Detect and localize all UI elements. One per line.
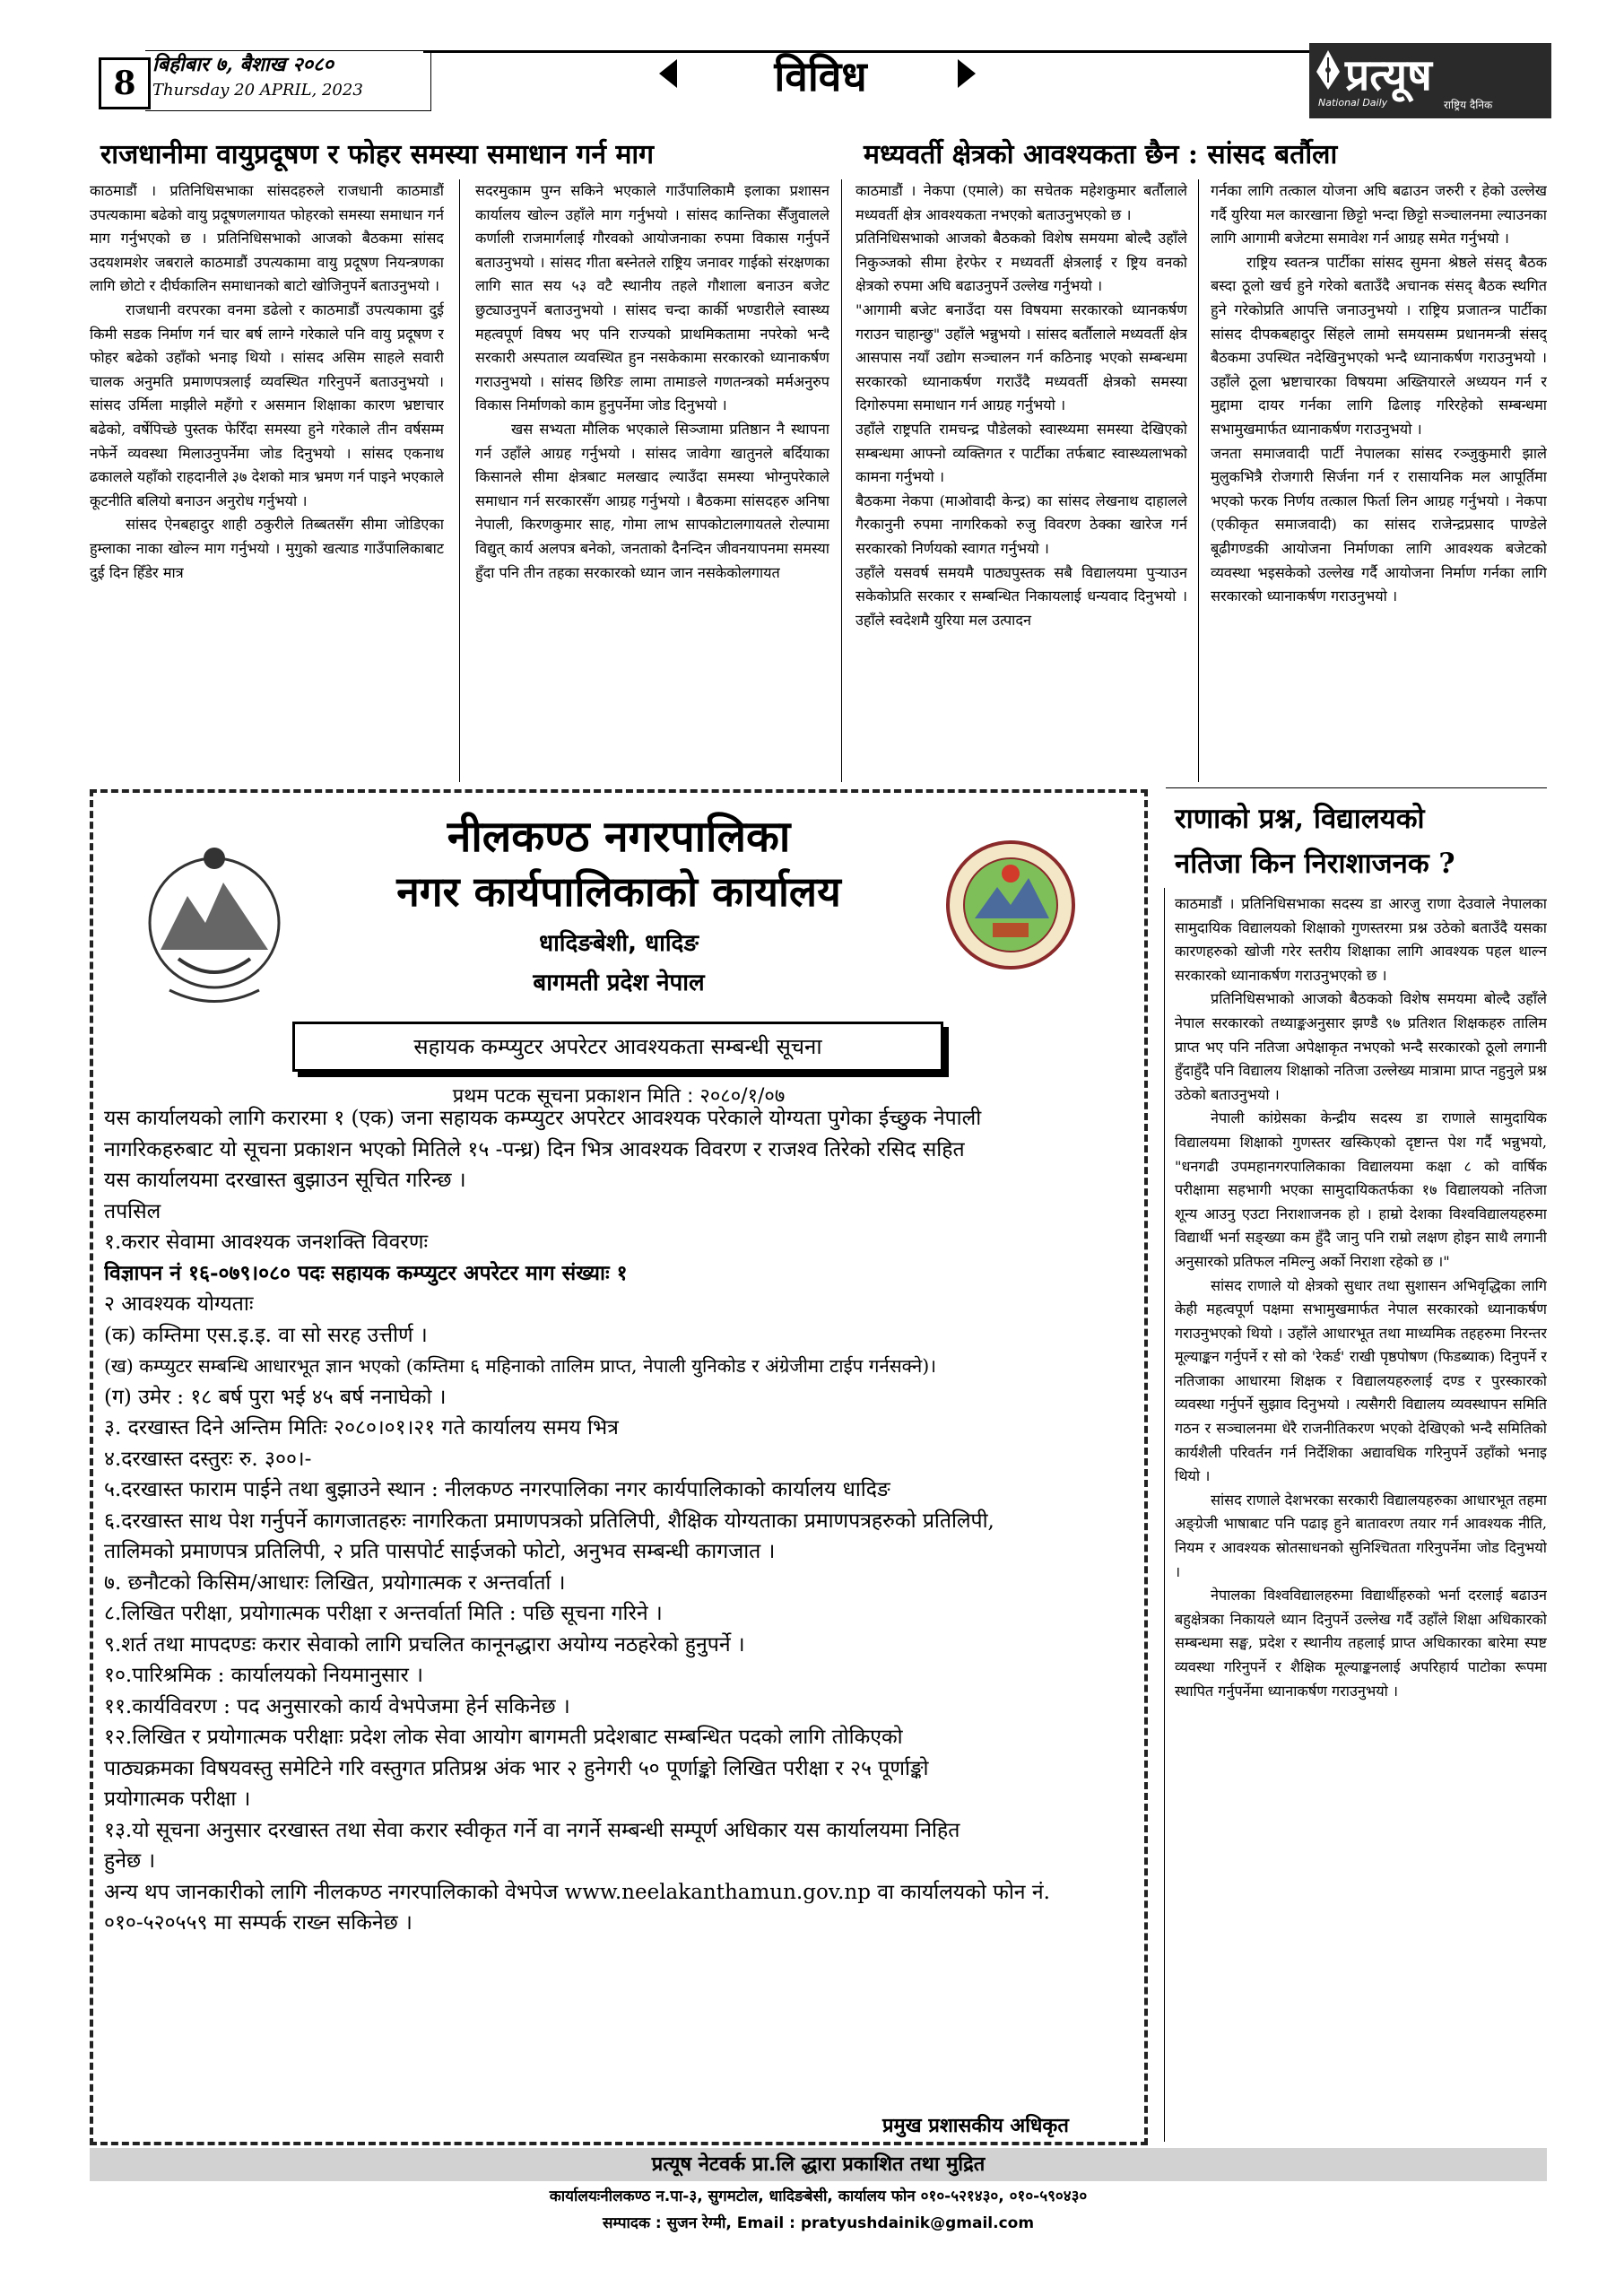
section-arrow-right-icon	[958, 59, 976, 88]
notice-subject-box: सहायक कम्प्युटर अपरेटर आवश्यकता सम्बन्धी सूचना	[292, 1022, 943, 1072]
section-arrow-left-icon	[659, 59, 677, 88]
notice-line: ५.दरखास्त फाराम पाईने तथा बुझाउने स्थान : नीलकण्ठ नगरपालिका नगर कार्यपालिकाको कार्यालय धादिङ	[104, 1478, 890, 1501]
sidebar-headline-line2: नतिजा किन निराशाजनक ?	[1175, 848, 1455, 880]
article2-col3-paragraph: प्रतिनिधिसभाको आजको बैठकको विशेष समयमा बोल्दै उहाँले निकुञ्जको सीमा हेरफेर र मध्यवर्ती क्षेत्रलाई र ष्ट्रिय वनको क्षेत्रको रुपमा अघि बढाउनुपर्ने उल्लेख गर्नुभयो ।	[855, 230, 1187, 295]
notice-signature: प्रमुख प्रशासकीय अधिकृत	[882, 2115, 1069, 2137]
article2-col3-paragraph: उहाँले यसवर्ष समयमै पाठ्यपुस्तक सबै विद्यालयमा पुऱ्याउन सकेकोप्रति सरकार र सम्बन्धित निकायलाई धन्यवाद दिनुभयो । उहाँले स्वदेशमै युरिया मल उत्पादन	[855, 563, 1187, 629]
article1-col1-paragraph: राजधानी वरपरका वनमा डढेलो र काठमाडौं उपत्यकामा दुई किमी सडक निर्माण गर्न चार बर्ष लाग्ने गरेकाले पनि वायु प्रदूषण र फोहर बढेको उहाँको भनाइ थियो । सांसद असिम साहले सवारी चालक अनुमति प्रमाणपत्रलाई व्यवस्थित गरिनुपर्ने बताउनुभयो । सांसद उर्मिला माझीले महँगो र असमान शिक्षाका कारण भ्रष्टाचार बढेको, वर्षेपिच्छे पुस्तक फेरिँदा समस्या हुने गरेकाले तीन वर्षसम्म नफेर्ने व्यवस्था मिलाउनुपर्नेमा जोड दिनुभयो । सांसद एकनाथ ढकालले यहाँको राहदानीले ३७ देशको मात्र भ्रमण गर्न पाइने भएकाले कूटनीति बलियो बनाउन अनुरोध गर्नुभयो ।	[90, 300, 444, 509]
footer-editor-email: सम्पादक : सुजन रेग्मी, Email : pratyushdainik@gmail.com	[602, 2214, 1035, 2232]
pen-nib-icon	[1313, 48, 1343, 91]
article2-col3-paragraph: काठमाडौं । नेकपा (एमाले) का सचेतक महेशकुमार बर्तौलाले मध्यवर्ती क्षेत्र आवश्यकता नभएको बताउनुभएको छ ।	[855, 182, 1187, 223]
notice-line: यस कार्यालयको लागि करारमा १ (एक) जना सहायक कम्प्युटर अपरेटर आवश्यक परेकाले योग्यता पुगेका ईच्छुक नेपाली	[104, 1107, 982, 1130]
sidebar-body	[1175, 892, 1547, 2144]
article1-headline: राजधानीमा वायुप्रदूषण र फोहर समस्या समाधान गर्न माग	[100, 139, 655, 170]
article2-column-1	[855, 179, 1187, 783]
sidebar-paragraph: प्रतिनिधिसभाको आजको बैठकको विशेष समयमा बोल्दै उहाँले नेपाल सरकारको तथ्याङ्कअनुसार झण्डै ९७ प्रतिशत शिक्षकहरु तालिम प्राप्त भए पनि नतिजा अपेक्षाकृत नभएको भन्दै सरकारको ठूलो लगानी हुँदाहुँदै पनि विद्यालय शिक्षाको नतिजा उल्लेख्य मात्रामा प्राप्त नहुनुले प्रश्न उठेको बताउनुभयो ।	[1175, 990, 1547, 1103]
article1-column-2	[475, 179, 829, 783]
article2-headline: मध्यवर्ती क्षेत्रको आवश्यकता छैन : सांसद बर्तौला	[864, 139, 1338, 170]
notice-title-municipality: नीलकण्ठ नगरपालिका	[447, 812, 791, 862]
article2-col3-paragraph: "आगामी बजेट बनाउँदा यस विषयमा सरकारको ध्यानकर्षण गराउन चाहान्छु" उहाँले भन्नुभयो । सांसद बर्तौलाले मध्यवर्ती क्षेत्र आसपास नयाँ उद्योग सञ्चालन गर्न कठिनाइ भएको सम्बन्धमा सरकारको ध्यानाकर्षण गराउँदै मध्यवर्ती क्षेत्रको समस्या दिगोरुपमा समाधान गर्न आग्रह गर्नुभयो ।	[855, 300, 1187, 414]
article2-col3-paragraph: उहाँले राष्ट्रपति रामचन्द्र पौडेलको स्वास्थ्यमा समस्या देखिएको सम्बन्धमा आफ्नो व्यक्तिगत र पार्टीका तर्फबाट स्वास्थ्यलाभको कामना गर्नुभयो ।	[855, 420, 1187, 486]
notice-line: ७. छनौटको किसिम/आधारः लिखित, प्रयोगात्मक र अन्तर्वार्ता ।	[104, 1570, 566, 1595]
issue-date-english: Thursday 20 APRIL, 2023	[152, 81, 363, 100]
issue-date-nepali: बिहीबार ७, बैशाख २०८०	[152, 53, 334, 76]
article1-col1-paragraph: सांसद ऐनबहादुर शाही ठकुरीले तिब्बतसँग सीमा जोडिएका हुम्लाका नाका खोल्न माग गर्नुभयो । मुगुको खत्याड गाउँपालिकाबाट दुई दिन हिँडेर मात्र	[90, 516, 444, 581]
sidebar-paragraph: नेपाली कांग्रेसका केन्द्रीय सदस्य डा राणाले सामुदायिक विद्यालयमा शिक्षाको गुणस्तर खस्किएको दृष्टान्त पेश गर्दै भन्नुभयो, "धनगढी उपमहानगरपालिकाका विद्यालयमा कक्षा ८ को वार्षिक परीक्षामा सहभागी भएका सामुदायिकतर्फका १७ विद्यालयको नतिजा शून्य आउनु एउटा निराशाजनक हो । हाम्रो देशका विश्वविद्यालयहरुमा विद्यार्थी भर्ना सङ्ख्या कम हुँदै जानु पनि राम्रो लक्षण होइन साथै लगानी अनुसारको प्रतिफल नमिल्नु अर्को निराशा रहेको छ ।"	[1175, 1109, 1547, 1270]
notice-body	[104, 1103, 1137, 1939]
notice-line: ६.दरखास्त साथ पेश गर्नुपर्ने कागजातहरुः नागरिकता प्रमाणपत्रको प्रतिलिपी, शैक्षिक योग्यताका प्रमाणपत्रहरुको प्रतिलिपी,	[104, 1509, 994, 1533]
sidebar-top-rule	[1166, 787, 1547, 788]
notice-publish-date: प्रथम पटक सूचना प्रकाशन मिति : २०८०/१/०७	[452, 1085, 786, 1108]
section-title: विविध	[774, 52, 867, 100]
footer-publisher: प्रत्यूष नेटवर्क प्रा.लि द्धारा प्रकाशित तथा मुद्रित	[90, 2148, 1547, 2181]
notice-province: बागमती प्रदेश नेपाल	[533, 970, 705, 996]
masthead-name: प्रत्यूष	[1345, 50, 1432, 100]
notice-line: तालिमको प्रमाणपत्र प्रतिलिपी, २ प्रति पासपोर्ट साईजको फोटो, अनुभव सम्बन्धी कागजात ।	[104, 1540, 776, 1563]
masthead-tagline-np: राष्ट्रिय दैनिक	[1444, 99, 1493, 111]
issue-date-box	[145, 50, 431, 111]
notice-line: तपसिल	[104, 1199, 161, 1223]
sidebar-divider	[1164, 888, 1165, 2142]
article2-col4-paragraph: राष्ट्रिय स्वतन्त्र पार्टीका सांसद सुमना श्रेष्ठले संसद् बैठक बस्दा ठूलो खर्च हुने गरेको बताउँदै अचानक संसद् बैठक स्थगित हुने गरेकोप्रति आपत्ति जनाउनुभयो । राष्ट्रिय प्रजातन्त्र पार्टीका सांसद दीपकबहादुर सिंहले लामो समयसम्म प्रधानमन्त्री संसद् बैठकमा उपस्थित नदेखिनुभएको भन्दै ध्यानाकर्षण गराउनुभयो । उहाँले ठूला भ्रष्टाचारका विषयमा अख्तियारले अध्ययन गर्न र मुद्दामा दायर गर्नका लागि ढिलाइ गरिरहेको सम्बन्धमा सभामुखमार्फत ध्यानाकर्षण गराउनुभयो ।	[1211, 253, 1547, 438]
article2-column-2	[1211, 179, 1547, 783]
article2-col3-paragraph: बैठकमा नेकपा (माओवादी केन्द्र) का सांसद लेखनाथ दाहालले गैरकानुनी रुपमा नागरिकको रुजु विवरण ठेक्का खारेज गर्न सरकारको निर्णयको स्वागत गर्नुभयो ।	[855, 491, 1187, 557]
article2-col4-paragraph: गर्नका लागि तत्काल योजना अघि बढाउन जरुरी र हेको उल्लेख गर्दै युरिया मल कारखाना छिट्टो भन्दा छिट्टो सञ्चालनमा ल्याउनका लागि आगामी बजेटमा समावेश गर्न आग्रह समेत गर्नुभयो ।	[1211, 182, 1547, 248]
sidebar-paragraph: काठमाडौं । प्रतिनिधिसभाका सदस्य डा आरजु राणा देउवाले नेपालका सामुदायिक विद्यालयको शिक्षाको गुणस्तरमा प्रश्न उठेको बताउँदै यसका कारणहरुको खोजी गरेर स्तरीय शिक्षाका लागि आवश्यक पहल थाल्न सरकारको ध्यानाकर्षण गराउनुभएको छ ।	[1175, 895, 1547, 984]
column-divider	[459, 179, 460, 782]
article2-col4-paragraph: जनता समाजवादी पार्टी नेपालका सांसद रञ्जुकुमारी झाले मुलुकभित्रै रोजगारी सिर्जना गर्न र रासायनिक मल आपूर्तिमा भएको फरक निर्णय तत्काल फिर्ता लिन आग्रह गर्नुभयो । नेकपा (एकीकृत समाजवादी) का सांसद राजेन्द्रप्रसाद पाण्डेले बूढीगण्डकी आयोजना निर्माणका लागि आवश्यक बजेटको व्यवस्था भइसकेको उल्लेख गर्दै आयोजना निर्माण गर्नका लागि सरकारको ध्यानाकर्षण गराउनुभयो ।	[1211, 444, 1547, 605]
footer-address: कार्यालयःनीलकण्ठ न.पा-३, सुगमटोल, धादिङबेसी, कार्यालय फोन ०१०-५२१४३०, ०१०-५९०४३०	[549, 2187, 1088, 2205]
column-divider	[1198, 179, 1199, 782]
notice-line: (ग) उमेर : १८ बर्ष पुरा भई ४५ बर्ष ननाघेको ।	[104, 1385, 447, 1409]
sidebar-paragraph: सांसद राणाले यो क्षेत्रको सुधार तथा सुशासन अभिवृद्धिका लागि केही महत्वपूर्ण पक्षमा सभामुखमार्फत नेपाल सरकारको ध्यानाकर्षण गराउनुभएको थियो । उहाँले आधारभूत तथा माध्यमिक तहहरुमा निरन्तर मूल्याङ्कन गर्नुपर्ने र सो को 'रेकर्ड' राखी पृष्ठपोषण (फिडब्याक) दिनुपर्ने र नतिजाका आधारमा शिक्षक र विद्यालयहरुलाई दण्ड र पुरस्कारको व्यवस्था गर्नुपर्ने सुझाव दिनुभयो । त्यसैगरी विद्यालय व्यवस्थापन समिति गठन र सञ्चालनमा धेरै राजनीतिकरण भएको देखिएको भन्दै समितिको कार्यशैली परिवर्तन गर्न निर्देशिका अद्यावधिक गरिनुपर्ने उहाँको भनाइ थियो ।	[1175, 1276, 1547, 1485]
notice-line: ११.कार्यविवरण : पद अनुसारको कार्य वेभपेजमा हेर्न सकिनेछ ।	[104, 1694, 570, 1718]
notice-line: नागरिकहरुबाट यो सूचना प्रकाशन भएको मितिले १५ -पन्ध्र) दिन भित्र आवश्यक विवरण र राजश्व तिरेको रसिद सहित	[104, 1137, 965, 1161]
notice-line: १०.पारिश्रमिक : कार्यालयको नियमानुसार ।	[104, 1664, 423, 1687]
notice-line: ०१०-५२०५५९ मा सम्पर्क राख्न सकिनेछ ।	[104, 1911, 413, 1935]
notice-line: पाठ्यक्रमका विषयवस्तु समेटिने गरि वस्तुगत प्रतिप्रश्न अंक भार २ हुनेगरी ५० पूर्णाङ्को लिखित परीक्षा र २५ पूर्णाङ्को	[104, 1756, 929, 1780]
notice-line: (क) कम्तिमा एस.इ.इ. वा सो सरह उत्तीर्ण ।	[104, 1323, 428, 1347]
municipality-logo-icon	[943, 838, 1078, 972]
notice-title-office: नगर कार्यपालिकाको कार्यालय	[396, 867, 841, 916]
notice-line: १२.लिखित र प्रयोगात्मक परीक्षाः प्रदेश लोक सेवा आयोग बागमती प्रदेशबाट सम्बन्धित पदको लागि तोकिएको	[104, 1726, 903, 1749]
sidebar-paragraph: नेपालका विश्वविद्यालहरुमा विद्यार्थीहरुको भर्ना दरलाई बढाउन बहुक्षेत्रका निकायले ध्यान दिनुपर्ने उल्लेख गर्दै उहाँले शिक्षा अधिकारको सम्बन्धमा सङ्घ, प्रदेश र स्थानीय तहलाई प्राप्त अधिकारका बारेमा स्पष्ट व्यवस्था गरिनुपर्ने र शैक्षिक मूल्याङ्कनलाई अपरिहार्य पाटोका रूपमा स्थापित गर्नुपर्नेमा ध्यानाकर्षण गराउनुभयो ।	[1175, 1587, 1547, 1700]
page-number: 8	[99, 57, 151, 109]
notice-line: ९.शर्त तथा मापदण्डः करार सेवाको लागि प्रचलित कानूनद्धारा अयोग्य नठहरेको हुनुपर्ने ।	[104, 1632, 745, 1657]
notice-advertisement	[90, 789, 1148, 2145]
notice-line: यस कार्यालयमा दरखास्त बुझाउन सूचित गरिन्छ ।	[104, 1169, 466, 1192]
notice-line: ८.लिखित परीक्षा, प्रयोगात्मक परीक्षा र अन्तर्वार्ता मिति : पछि सूचना गरिने ।	[104, 1602, 663, 1625]
notice-line: प्रयोगात्मक परीक्षा ।	[104, 1787, 251, 1811]
article1-col2-paragraph: खस सभ्यता मौलिक भएकाले सिञ्जामा प्रतिष्ठान नै स्थापना गर्न उहाँले आग्रह गर्नुभयो । सांसद जावेगा खातुनले बर्दियाका किसानले सीमा क्षेत्रबाट मलखाद ल्याउँदा समस्या भोग्नुपरेकाले समाधान गर्न सरकारसँग आग्रह गर्नुभयो । बैठकमा सांसदहरु अनिषा नेपाली, किरणकुमार साह, गोमा लाभ सापकोटालगायतले रोल्पामा विद्युत् कार्य अलपत्र बनेको, जनताको दैनन्दिन जीवनयापनमा समस्या हुँदा पनि तीन तहका सरकारको ध्यान जान नसकेकोलगायत	[475, 420, 829, 581]
masthead-logo	[1309, 43, 1551, 118]
sidebar-paragraph: सांसद राणाले देशभरका सरकारी विद्यालयहरुका आधारभूत तहमा अङ्ग्रेजी भाषाबाट पनि पढाइ हुने बातावरण तयार गर्न आवश्यक नीति, नियम र आवश्यक स्रोतसाधनको सुनिश्चितता गरिनुपर्नेमा जोड दिनुभयो ।	[1175, 1491, 1547, 1580]
article1-column-1	[90, 179, 444, 783]
notice-line: अन्य थप जानकारीको लागि नीलकण्ठ नगरपालिकाको वेभपेज www.neelakanthamun.gov.np वा कार्यालयको फोन नं.	[104, 1880, 1050, 1904]
notice-line: १३.यो सूचना अनुसार दरखास्त तथा सेवा करार स्वीकृत गर्ने वा नगर्ने सम्बन्धी सम्पूर्ण अधिकार यस कार्यालयमा निहित	[104, 1818, 960, 1842]
notice-line: २ आवश्यक योग्यताः	[104, 1292, 254, 1316]
notice-line: (ख) कम्प्युटर सम्बन्धि आधारभूत ज्ञान भएको (कम्तिमा ६ महिनाको तालिम प्राप्त, नेपाली युनिकोड र अंग्रेजीमा टाईप गर्नसक्ने)।	[104, 1355, 936, 1377]
article1-col1-paragraph: काठमाडौं । प्रतिनिधिसभाका सांसदहरुले राजधानी काठमाडौं उपत्यकामा बढेको वायु प्रदूषणलगायत फोहरको समस्या समाधान गर्न माग गर्नुभएको छ । प्रतिनिधिसभाको आजको बैठकमा सांसद उदयशमशेर जबराले काठमाडौं उपत्यकामा वायु प्रदूषण नियन्त्रणका लागि छोटो र दीर्घकालिन समाधानको बाटो खोजिनुपर्ने बताउनुभयो ।	[90, 182, 444, 295]
sidebar-headline-line1: राणाको प्रश्न, विद्यालयको	[1175, 803, 1425, 835]
article1-col2-paragraph: सदरमुकाम पुग्न सकिने भएकाले गाउँपालिकामै इलाका प्रशासन कार्यालय खोल्न उहाँले माग गर्नुभयो । सांसद कान्तिका सैँजुवालले कर्णाली राजमार्गलाई गौरवको आयोजनाका रुपमा विकास गर्नुपर्ने बताउनुभयो । सांसद गीता बस्नेतले राष्ट्रिय जनावर गाईको संरक्षणका लागि सात सय ५३ वटै स्थानीय तहले गौशाला बनाउन बजेट छुट्याउनुपर्ने बताउनुभयो । सांसद चन्दा कार्की भण्डारीले स्वास्थ्य महत्वपूर्ण विषय भए पनि राज्यको प्राथमिकतामा नपरेको भन्दै सरकारी अस्पताल व्यवस्थित हुन नसकेकामा सरकारको ध्यानाकर्षण गराउनुभयो । सांसद छिरिङ लामा तामाङले गणतन्त्रको मर्मअनुरुप विकास निर्माणको काम हुनुपर्नेमा जोड दिनुभयो ।	[475, 182, 829, 414]
column-divider	[841, 179, 842, 782]
notice-line: ३. दरखास्त दिने अन्तिम मितिः २०८०।०१।२१ गते कार्यालय समय भित्र	[104, 1416, 619, 1439]
notice-line: हुनेछ ।	[104, 1849, 156, 1873]
notice-line: १.करार सेवामा आवश्यक जनशक्ति विवरणः	[104, 1231, 429, 1254]
notice-line: ४.दरखास्त दस्तुरः रु. ३००।-	[104, 1447, 312, 1471]
notice-location: धादिङबेशी, धादिङ	[539, 930, 699, 957]
notice-line: विज्ञापन नं १६-०७९।०८० पदः सहायक कम्प्युटर अपरेटर माग संख्याः १	[104, 1260, 628, 1285]
masthead-tagline-en: National Daily	[1318, 97, 1388, 109]
